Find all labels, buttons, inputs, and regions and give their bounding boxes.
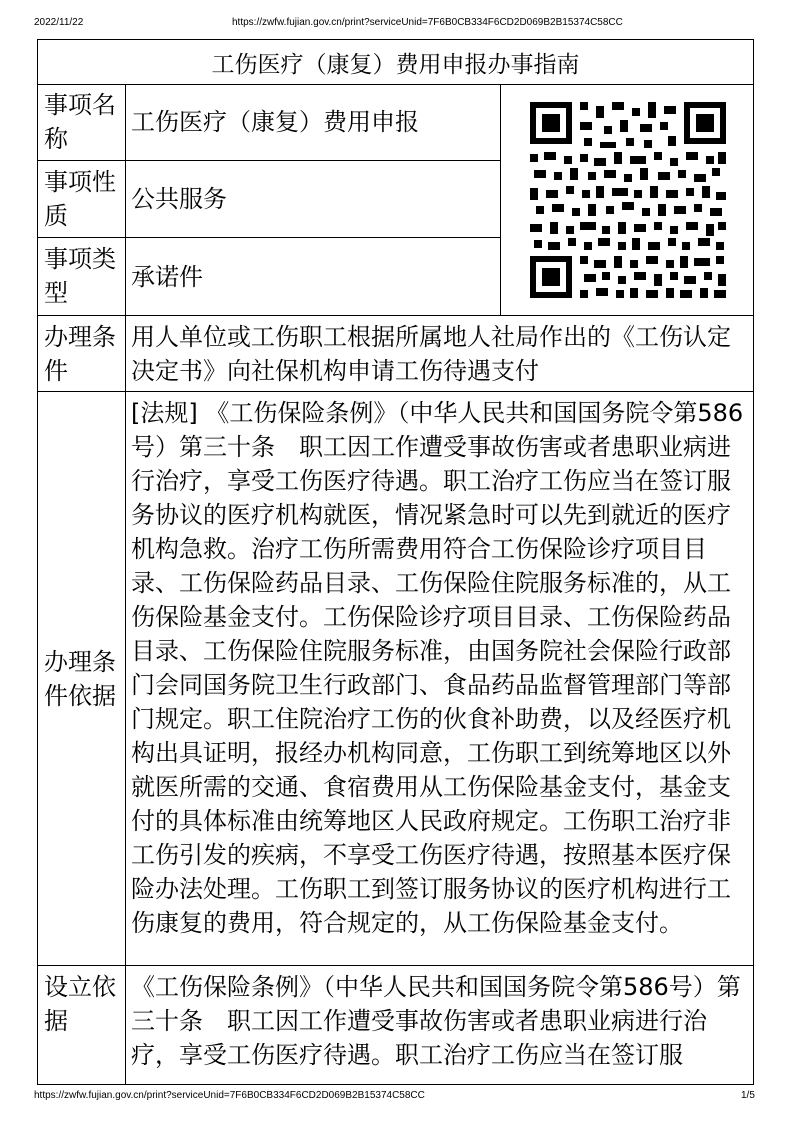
label-conditions: 办理条件 — [38, 316, 126, 392]
page-number: 1/5 — [741, 1090, 755, 1101]
qr-code-cell — [500, 84, 754, 316]
guide-table — [37, 39, 754, 1085]
label-conditions-basis — [38, 392, 126, 966]
value-item-name: 工伤医疗（康复）费用申报 — [126, 84, 500, 161]
qr-code-icon — [530, 102, 726, 298]
value-conditions-basis: [法规] 《工伤保险条例》（中华人民共和国国务院令第586号）第三十条 职工因工作遭受事故伤害或者患职业病进行治疗，享受工伤医疗待遇。职工治疗工伤应当在签订服务协议的医疗机构就医，情况紧急时可以先到就近的医疗机构急救。治疗工伤所需费用符合工伤保险诊疗项目目录、工伤保险药品目录、工伤保险住院服务标准的，从工伤保险基金支付。工伤保险诊疗项目目录、工伤保险药品目录、工伤保险住院服务标准，由国务院社会保险行政部门会同国务院卫生行政部门、食品药品监督管理部门等部门规定。职工住院治疗工伤的伙食补助费，以及经医疗机构出具证明，报经办机构同意，工伤职工到统筹地区以外就医所需的交通、食宿费用从工伤保险基金支付，基金支付的具体标准由统筹地区人民政府规定。工伤职工治疗非工伤引发的疾病，不享受工伤医疗待遇，按照基本医疗保险办法处理。工伤职工到签订服务协议的医疗机构进行工伤康复的费用，符合规定的，从工伤保险基金支付。 — [126, 392, 754, 966]
value-item-type: 承诺件 — [126, 238, 500, 316]
value-conditions: 用人单位或工伤职工根据所属地人社局作出的《工伤认定决定书》向社保机构申请工伤待遇支付 — [126, 316, 754, 392]
label-item-nature: 事项性质 — [38, 161, 126, 238]
value-legal-basis: 《工伤保险条例》（中华人民共和国国务院令第586号）第三十条 职工因工作遭受事故伤害或者患职业病进行治疗，享受工伤医疗待遇。职工治疗工伤应当在签订服 — [131, 973, 741, 1069]
label-conditions-basis-text: 办理条件依据 — [44, 647, 116, 710]
print-url-footer: https://zwfw.fujian.gov.cn/print?serviceUnid=7F6B0CB334F6CD2D069B2B15374C58CC — [34, 1090, 425, 1101]
label-legal-basis: 设立依据 — [38, 966, 126, 1085]
page-title: 工伤医疗（康复）费用申报办事指南 — [38, 40, 753, 85]
label-item-type: 事项类型 — [38, 238, 126, 316]
print-date: 2022/11/22 — [34, 17, 84, 28]
print-url-header: https://zwfw.fujian.gov.cn/print?serviceUnid=7F6B0CB334F6CD2D069B2B15374C58CC — [232, 17, 623, 28]
label-item-name: 事项名称 — [38, 84, 126, 161]
value-item-nature: 公共服务 — [126, 161, 500, 238]
page-cut-line — [37, 1084, 754, 1085]
